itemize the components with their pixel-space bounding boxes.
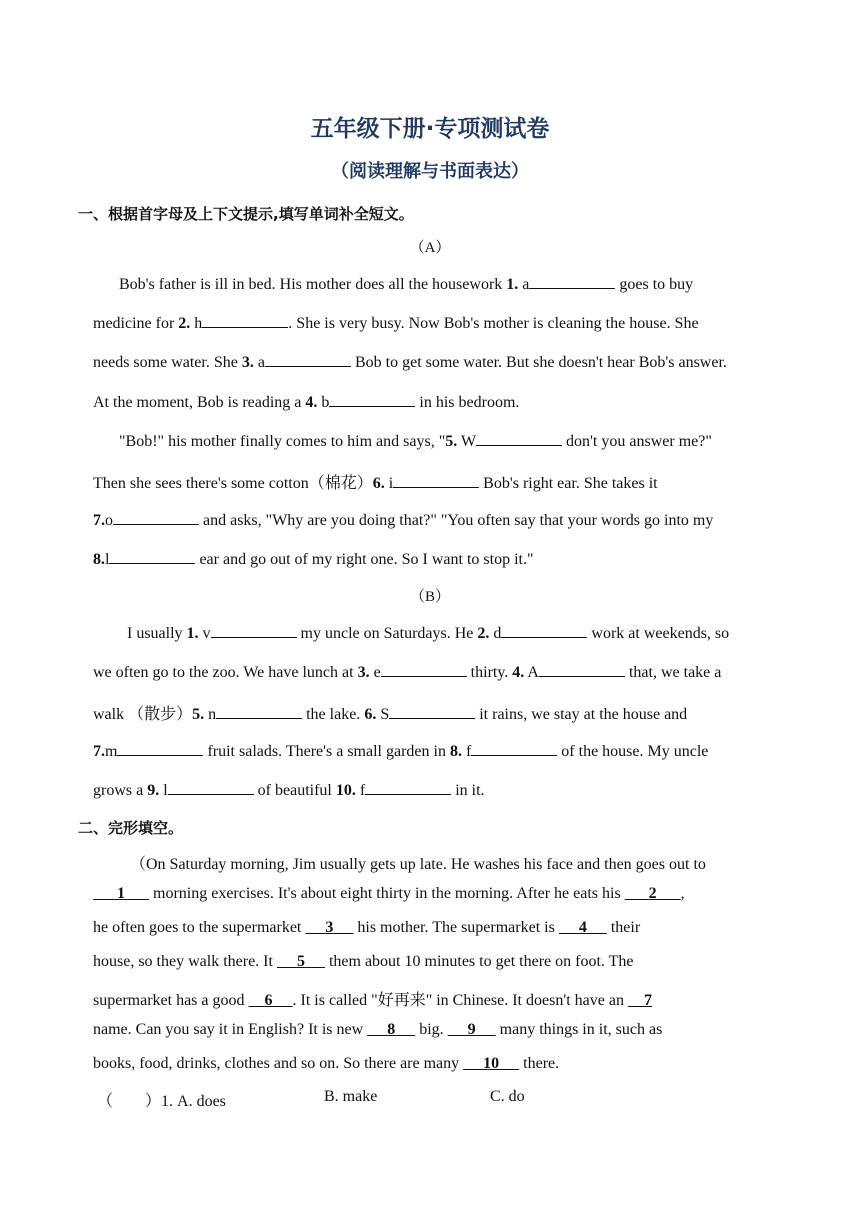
passage-a-label: （A） bbox=[409, 240, 451, 256]
answer-blank[interactable] bbox=[393, 473, 479, 488]
cloze-blank[interactable]: 3 bbox=[325, 919, 334, 936]
cloze-line-3: he often goes to the supermarket 3 his mother. The supermarket is 4 their bbox=[93, 919, 641, 936]
passage-a-line-8: 8.l ear and go out of my right one. So I want to stop it." bbox=[93, 551, 534, 568]
passage-b-line-3: walk （散步）5. n the lake. 6. S it rains, we stay at the house and bbox=[93, 706, 688, 723]
cloze-blank[interactable]: 9 bbox=[467, 1021, 476, 1038]
cloze-blank[interactable]: 7 bbox=[643, 992, 652, 1009]
answer-blank[interactable] bbox=[476, 431, 562, 446]
cloze-blank[interactable]: 1 bbox=[117, 885, 125, 902]
passage-a-line-1: Bob's father is ill in bed. His mother does all the housework 1. a goes to buy bbox=[119, 276, 694, 293]
answer-blank[interactable] bbox=[109, 549, 195, 564]
cloze-line-7: books, food, drinks, clothes and so on. So there are many 10 there. bbox=[93, 1055, 560, 1072]
passage-b-line-2: we often go to the zoo. We have lunch at 3. e thirty. 4. A that, we take a bbox=[93, 664, 722, 681]
cloze-blank[interactable]: 2 bbox=[648, 885, 657, 902]
answer-blank[interactable] bbox=[117, 741, 203, 756]
passage-a-line-5: "Bob!" his mother finally comes to him and says, "5. W don't you answer me?" bbox=[119, 433, 712, 450]
answer-blank[interactable] bbox=[329, 392, 415, 407]
answer-bracket[interactable]: （ ） bbox=[97, 1093, 162, 1110]
passage-b-label: （B） bbox=[409, 589, 450, 605]
cloze-line-5: supermarket has a good 6 . It is called "好再来" in Chinese. It doesn't have an 7 bbox=[93, 992, 652, 1009]
passage-a-line-3: needs some water. She 3. a Bob to get some water. But she doesn't hear Bob's answer. bbox=[93, 354, 727, 371]
page-subtitle: （阅读理解与书面表达） bbox=[331, 161, 529, 182]
question-1-option-c[interactable]: C. do bbox=[490, 1088, 525, 1105]
cloze-blank[interactable]: 5 bbox=[296, 953, 305, 970]
section2-heading: 二、完形填空。 bbox=[78, 819, 184, 837]
cloze-blank[interactable]: 4 bbox=[578, 919, 587, 936]
answer-blank[interactable] bbox=[529, 274, 615, 289]
page-title: 五年级下册·专项测试卷 bbox=[310, 116, 550, 142]
answer-blank[interactable] bbox=[216, 704, 302, 719]
question-1 bbox=[97, 1088, 226, 1111]
section1-heading: 一、根据首字母及上下文提示,填写单词补全短文。 bbox=[78, 205, 414, 223]
answer-blank[interactable] bbox=[539, 662, 625, 677]
passage-b-line-1: I usually 1. v my uncle on Saturdays. He 2. d work at weekends, so bbox=[127, 625, 730, 642]
cloze-line-2: 1 morning exercises. It's about eight thirty in the morning. After he eats his 2 , bbox=[93, 885, 685, 903]
cloze-line-1: （On Saturday morning, Jim usually gets up late. He washes his face and then goes out to bbox=[130, 856, 706, 873]
passage-b-line-5: grows a 9. l of beautiful 10. f in it. bbox=[93, 782, 485, 799]
answer-blank[interactable] bbox=[365, 780, 451, 795]
answer-blank[interactable] bbox=[381, 662, 467, 677]
answer-blank[interactable] bbox=[265, 352, 351, 367]
cloze-line-4: house, so they walk there. It 5 them about 10 minutes to get there on foot. The bbox=[93, 953, 634, 970]
passage-a-line-7: 7.o and asks, "Why are you doing that?" "You often say that your words go into my bbox=[93, 512, 714, 529]
answer-blank[interactable] bbox=[389, 704, 475, 719]
answer-blank[interactable] bbox=[501, 623, 587, 638]
passage-a-line-6: Then she sees there's some cotton（棉花）6. i Bob's right ear. She takes it bbox=[93, 475, 658, 492]
answer-blank[interactable] bbox=[202, 313, 288, 328]
cloze-line-6: name. Can you say it in English? It is new 8 big. 9 many things in it, such as bbox=[93, 1021, 663, 1038]
passage-a-line-2: medicine for 2. h . She is very busy. Now Bob's mother is cleaning the house. She bbox=[93, 315, 699, 332]
answer-blank[interactable] bbox=[211, 623, 297, 638]
answer-blank[interactable] bbox=[113, 510, 199, 525]
question-1-stem: 1. A. does bbox=[161, 1093, 226, 1110]
cloze-blank[interactable]: 8 bbox=[387, 1021, 396, 1038]
cloze-blank[interactable]: 6 bbox=[264, 992, 273, 1009]
answer-blank[interactable] bbox=[168, 780, 254, 795]
passage-a-line-4: At the moment, Bob is reading a 4. b in his bedroom. bbox=[93, 394, 520, 411]
cloze-blank[interactable]: 10 bbox=[483, 1055, 500, 1072]
question-1-option-b[interactable]: B. make bbox=[324, 1088, 378, 1105]
passage-b-line-4: 7.m fruit salads. There's a small garden in 8. f of the house. My uncle bbox=[93, 743, 709, 760]
answer-blank[interactable] bbox=[471, 741, 557, 756]
